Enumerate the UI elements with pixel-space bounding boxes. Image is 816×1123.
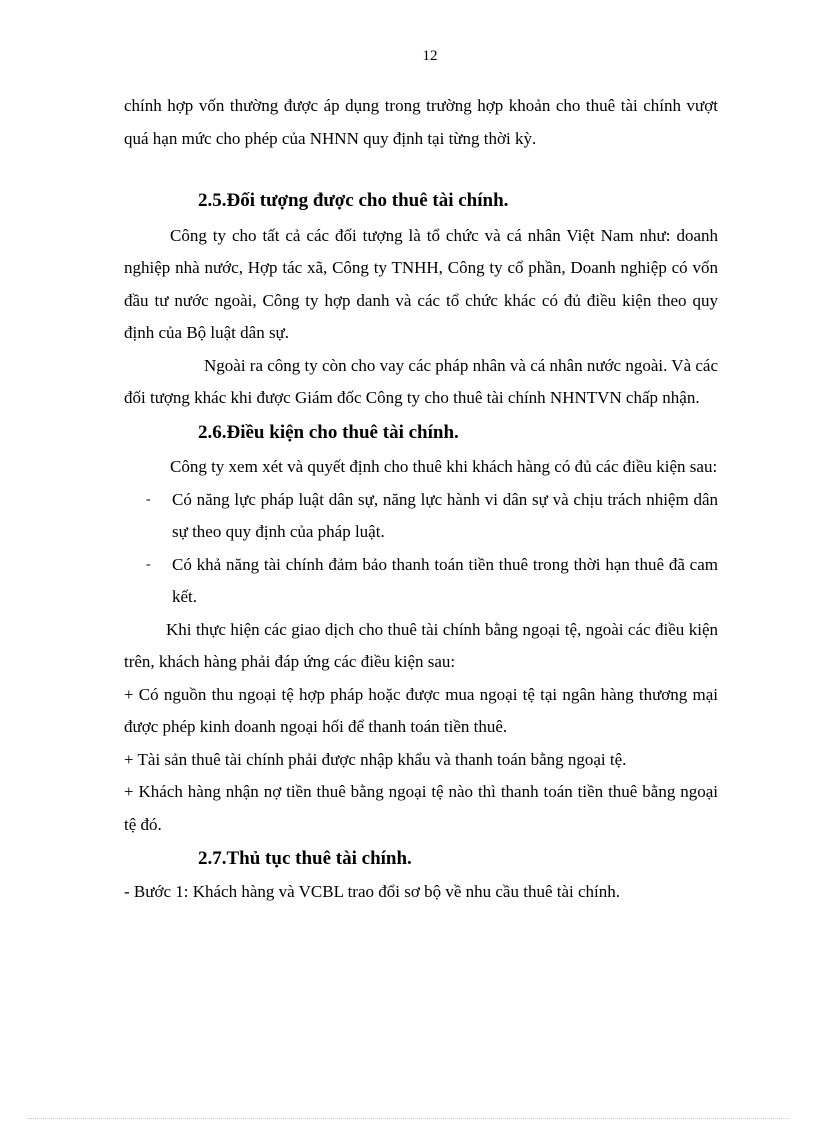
list-item [124, 484, 718, 549]
paragraph-condition-plus-1: + Có nguồn thu ngoại tệ hợp pháp hoặc được mua ngoại tệ tại ngân hàng thương mại được phép kinh doanh ngoại hối để thanh toán tiền thuê. [124, 684, 718, 736]
bullet-dash-icon: - [146, 491, 151, 507]
paragraph-condition-plus-3: + Khách hàng nhận nợ tiền thuê bằng ngoại tệ nào thì thanh toán tiền thuê bằng ngoại tệ đó. [124, 782, 718, 834]
page-bottom-divider [28, 1118, 788, 1119]
document-body [124, 90, 718, 908]
paragraph-step-1: - Bước 1: Khách hàng và VCBL trao đổi sơ bộ về nhu cầu thuê tài chính. [124, 881, 621, 901]
paragraph-continuation: chính hợp vốn thường được áp dụng trong trường hợp khoản cho thuê tài chính vượt quá hạn mức cho phép của NHNN quy định tại từng thời kỳ. [124, 96, 718, 148]
page-number: 12 [422, 48, 438, 64]
section-heading-2-6: 2.6.Điều kiện cho thuê tài chính. [198, 421, 459, 443]
section-heading-2-5: 2.5.Đối tượng được cho thuê tài chính. [198, 190, 509, 211]
bullet-dash-icon: - [146, 556, 151, 572]
list-item-text: Có khả năng tài chính đảm bảo thanh toán tiền thuê trong thời hạn thuê đã cam kết. [172, 554, 718, 606]
section-heading-2-7: 2.7.Thủ tục thuê tài chính. [198, 848, 412, 869]
paragraph-eligible-entities: Công ty cho tất cả các đối tượng là tổ chức và cá nhân Việt Nam như: doanh nghiệp nhà nước, Hợp tác xã, Công ty TNHH, Công ty cổ phần, Doanh nghiệp có vốn đầu tư nước ngoài, Công ty hợp danh và các tổ chức khác có đủ điều kiện theo quy định của Bộ luật dân sự. [124, 225, 718, 342]
paragraph-foreign-currency: Khi thực hiện các giao dịch cho thuê tài chính bằng ngoại tệ, ngoài các điều kiện trên, khách hàng phải đáp ứng các điều kiện sau: [124, 619, 718, 671]
paragraph-condition-plus-2: + Tài sản thuê tài chính phải được nhập khẩu và thanh toán bằng ngoại tệ. [124, 749, 627, 769]
list-item [124, 549, 718, 614]
list-item-text: Có năng lực pháp luật dân sự, năng lực hành vi dân sự và chịu trách nhiệm dân sự theo quy định của pháp luật. [172, 489, 718, 541]
paragraph-conditions-intro: Công ty xem xét và quyết định cho thuê khi khách hàng có đủ các điều kiện sau: [170, 457, 718, 476]
paragraph-foreign-entities: Ngoài ra công ty còn cho vay các pháp nhân và cá nhân nước ngoài. Và các đối tượng khác khi được Giám đốc Công ty cho thuê tài chính NHNTVN chấp nhận. [124, 355, 718, 407]
